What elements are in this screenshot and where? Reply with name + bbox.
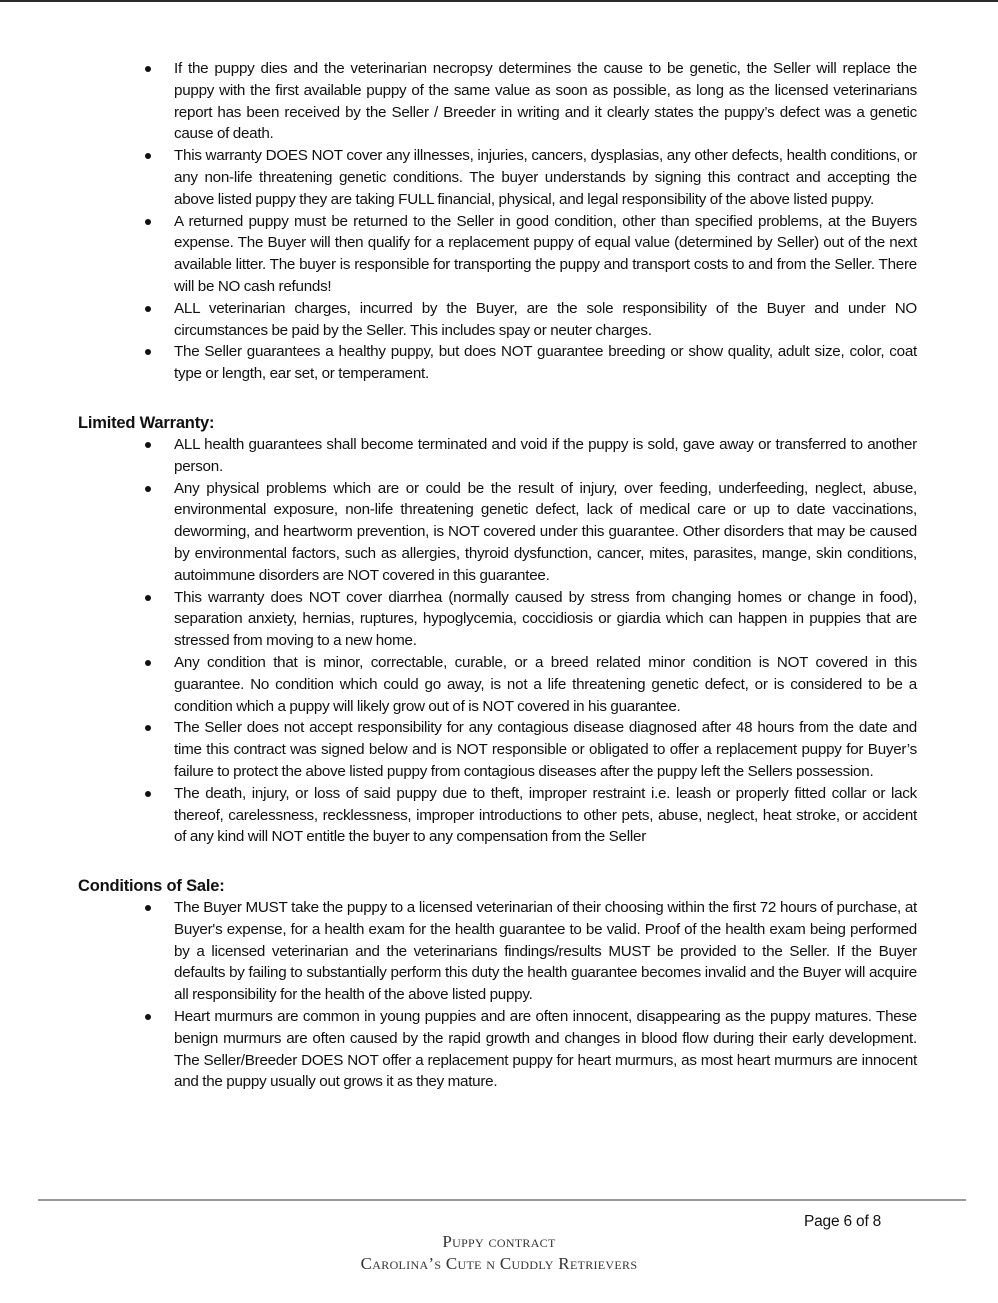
list-item-text: The Seller does not accept responsibility for any contagious disease diagnosed after 48 hours from the date and time this contract was signed below and is NOT responsible or obligated to offer a replacement puppy for Buyer’s failure to protect the above listed puppy from contagious diseases after the puppy left the Sellers possession. — [174, 719, 917, 780]
list-item-text: A returned puppy must be returned to the Seller in good condition, other than specified problems, at the Buyers expense. The Buyer will then qualify for a replacement puppy of equal value (determined by Seller) out of the next available litter. The buyer is responsible for transporting the puppy and transport costs to and from the Seller. There will be NO cash refunds! — [174, 212, 917, 295]
list-item-text: ALL veterinarian charges, incurred by the Buyer, are the sole responsibility of the Buyer and under NO circumstances be paid by the Seller. This includes spay or neuter charges. — [174, 299, 917, 339]
list-item — [174, 783, 917, 848]
list-item-text: If the puppy dies and the veterinarian necropsy determines the cause to be genetic, the Seller will replace the puppy with the first available puppy of the same value as soon as possible, as long as the licensed veterinarians report has been received by the Seller / Breeder in writing and it clearly states the puppy’s defect was a genetic cause of death. — [174, 60, 917, 143]
bullet-icon — [145, 306, 151, 312]
document-body — [0, 58, 998, 1093]
list-item — [174, 58, 917, 145]
list-item-text: This warranty DOES NOT cover any illnesses, injuries, cancers, dysplasias, any other defects, health conditions, or any non-life threatening genetic conditions. The buyer understands by signing this contract and accepting the above listed puppy they are taking FULL financial, physical, and legal responsibility of the above listed puppy. — [174, 147, 917, 208]
list-item-text: ALL health guarantees shall become terminated and void if the puppy is sold, gave away or transferred to another person. — [174, 435, 917, 475]
bullet-icon — [145, 349, 151, 355]
section-heading-limited-warranty: Limited Warranty: — [78, 413, 215, 432]
list-item-text: Heart murmurs are common in young puppies and are often innocent, disappearing as the puppy matures. These benign murmurs are often caused by the rapid growth and changes in blood flow during their early development. The Seller/Breeder DOES NOT offer a replacement puppy for heart murmurs, as most heart murmurs are innocent and the puppy usually out grows it as they mature. — [174, 1008, 917, 1091]
section-heading-conditions-of-sale: Conditions of Sale: — [78, 877, 225, 896]
list-item-text: Any condition that is minor, correctable, curable, or a breed related minor condition is NOT covered in this guarantee. No condition which could go away, is not a life threatening genetic defect, or is considered to be a condition which a puppy will likely grow out of is NOT covered in his guarantee. — [174, 653, 917, 715]
footer-divider — [38, 1199, 966, 1201]
list-item — [174, 717, 917, 782]
list-item — [174, 1006, 917, 1093]
list-item — [174, 897, 917, 1006]
bullet-icon — [145, 905, 151, 911]
bullet-icon — [145, 486, 151, 492]
list-item — [174, 434, 917, 478]
bullet-icon — [145, 791, 151, 797]
list-item — [174, 587, 917, 652]
bullet-icon — [145, 66, 151, 72]
footer-document-title: Puppy contract — [442, 1232, 556, 1251]
bullet-icon — [145, 660, 151, 666]
list-item — [174, 145, 917, 210]
bullet-icon — [145, 153, 151, 159]
page-number: Page 6 of 8 — [804, 1213, 882, 1230]
list-item-text: This warranty does NOT cover diarrhea (normally caused by stress from changing homes or change in food), separation anxiety, hernias, ruptures, hypoglycemia, coccidiosis or giardia which can happen in puppies that are stressed from moving to a new home. — [174, 588, 917, 650]
bullet-icon — [145, 442, 151, 448]
bullet-icon — [145, 219, 151, 225]
limited-warranty-list — [174, 434, 917, 848]
bullet-icon — [145, 1014, 151, 1020]
list-item-text: The Buyer MUST take the puppy to a licensed veterinarian of their choosing within the first 72 hours of purchase, at Buyer's expense, for a health exam for the health guarantee to be valid. Proof of the health exam being performed by a licensed veterinarian and the veterinarians findings/results MUST be provided to the Seller. If the Buyer defaults by failing to substantially perform this duty the health guarantee becomes invalid and the Buyer will acquire all responsibility for the health of the above listed puppy. — [174, 899, 917, 1004]
bullet-icon — [145, 725, 151, 731]
list-item — [174, 298, 917, 342]
footer-business-name: Carolina’s Cute n Cuddly Retrievers — [360, 1254, 638, 1273]
warranty-list — [174, 58, 917, 385]
list-item — [174, 478, 917, 587]
top-border — [0, 0, 998, 2]
list-item — [174, 652, 917, 717]
list-item — [174, 341, 917, 385]
bullet-icon — [145, 595, 151, 601]
list-item-text: Any physical problems which are or could be the result of injury, over feeding, underfeeding, neglect, abuse, environmental exposure, non-life threatening genetic defect, lack of medical care or up to date vaccinations, deworming, and heartworm prevention, is NOT covered under this guarantee. Other disorders that may be caused by environmental factors, such as allergies, thyroid dysfunction, cancer, mites, parasites, mange, skin conditions, autoimmune disorders are NOT covered in this guarantee. — [174, 479, 917, 584]
list-item-text: The death, injury, or loss of said puppy due to theft, improper restraint i.e. leash or properly fitted collar or lack thereof, carelessness, recklessness, improper introductions to other pets, abuse, neglect, heat stroke, or accident of any kind will NOT entitle the buyer to any compensation from the Seller — [174, 784, 917, 846]
list-item — [174, 211, 917, 298]
conditions-of-sale-list — [174, 897, 917, 1093]
list-item-text: The Seller guarantees a healthy puppy, but does NOT guarantee breeding or show quality, adult size, color, coat type or length, ear set, or temperament. — [174, 343, 917, 383]
